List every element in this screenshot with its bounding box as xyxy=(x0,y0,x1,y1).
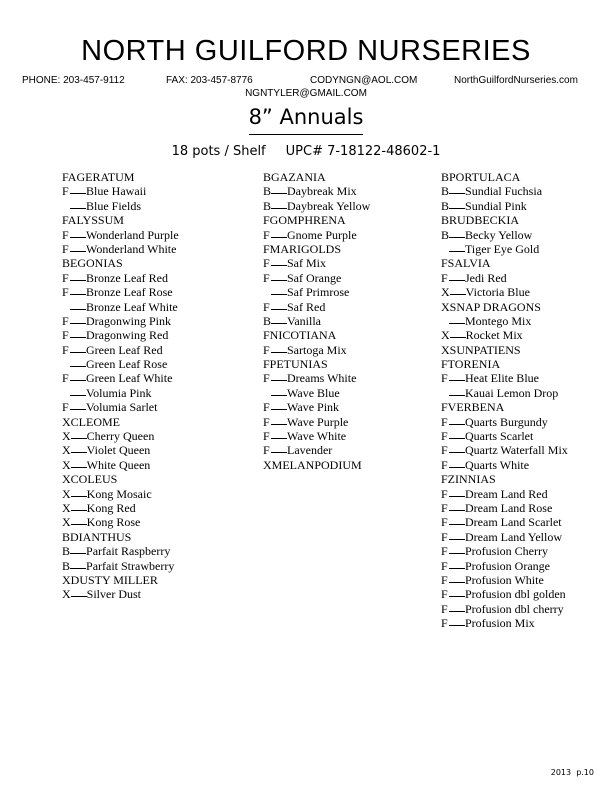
order-blank xyxy=(449,538,465,540)
category-heading: BPORTULACA xyxy=(441,170,521,184)
plant-variety-name: Dream Land Red xyxy=(465,486,548,501)
availability-code: X xyxy=(62,443,71,458)
availability-code: F xyxy=(62,227,69,242)
plant-item xyxy=(263,199,370,213)
availability-code: X xyxy=(62,486,71,501)
availability-code: F xyxy=(441,371,448,386)
plant-variety-name: Dreams White xyxy=(287,371,357,386)
nursery-title: NORTH GUILFORD NURSERIES xyxy=(81,35,531,67)
plant-variety-name: Sartoga Mix xyxy=(287,342,347,357)
order-blank xyxy=(271,437,287,439)
plant-variety-name: Profusion Orange xyxy=(465,558,550,573)
plant-variety-name: Dragonwing Red xyxy=(86,328,169,343)
category-heading: FMARIGOLDS xyxy=(263,241,342,256)
availability-code: F xyxy=(62,371,69,386)
availability-code: F xyxy=(441,414,448,429)
order-blank xyxy=(70,279,86,281)
plant-variety-name: Lavender xyxy=(287,443,333,458)
availability-code: F xyxy=(263,429,270,444)
plant-variety-name: Gnome Purple xyxy=(287,227,357,242)
plant-item xyxy=(62,242,179,256)
plant-variety-name: Kong Red xyxy=(86,500,136,515)
availability-code: F xyxy=(441,443,448,458)
availability-code: F xyxy=(263,400,270,415)
plant-item xyxy=(441,587,568,601)
order-blank xyxy=(449,236,465,238)
availability-code: X xyxy=(62,515,71,530)
plant-variety-name: Sundial Pink xyxy=(465,198,527,213)
plant-column-1 xyxy=(62,170,179,602)
order-blank xyxy=(70,322,86,324)
plant-variety-name: Becky Yellow xyxy=(465,227,533,242)
order-blank xyxy=(271,379,287,381)
plant-item xyxy=(62,487,179,501)
plant-item xyxy=(263,343,370,357)
plant-variety-name: Profusion dbl cherry xyxy=(465,601,564,616)
plant-variety-name: Blue Fields xyxy=(86,198,142,213)
plant-item xyxy=(441,559,568,573)
section-subheading xyxy=(0,144,612,160)
order-blank xyxy=(449,466,465,468)
order-blank xyxy=(70,192,86,194)
plant-variety-name: Cherry Queen xyxy=(86,429,155,444)
plant-variety-name: Wave Purple xyxy=(287,414,349,429)
plant-item xyxy=(62,314,179,328)
plant-variety-name: Kauai Lemon Drop xyxy=(465,385,559,400)
category-heading: FGOMPHRENA xyxy=(263,213,346,228)
plant-variety-name: Dragonwing Pink xyxy=(86,313,171,328)
order-blank xyxy=(271,192,287,194)
availability-code: F xyxy=(263,256,270,271)
plant-variety-name: Kong Rose xyxy=(86,515,141,530)
plant-item xyxy=(263,228,370,242)
order-blank xyxy=(70,336,86,338)
plant-variety-name: Wonderland White xyxy=(86,241,177,256)
plant-item xyxy=(62,443,179,457)
plant-item xyxy=(62,458,179,472)
plant-variety-name: Heat Elite Blue xyxy=(465,371,539,386)
category-heading: XCOLEUS xyxy=(62,472,118,487)
plant-item xyxy=(62,587,179,601)
phone-text: PHONE: 203-457-9112 xyxy=(22,75,125,86)
plant-item xyxy=(441,487,568,501)
order-blank xyxy=(449,379,465,381)
plant-item xyxy=(441,271,568,285)
plant-item xyxy=(441,573,568,587)
availability-code: F xyxy=(263,443,270,458)
plant-item xyxy=(62,559,179,573)
availability-code: X xyxy=(62,429,71,444)
plant-variety-name: Parfait Raspberry xyxy=(86,544,171,559)
availability-code: F xyxy=(62,241,69,256)
plant-item xyxy=(62,199,179,213)
order-blank xyxy=(271,351,287,353)
order-blank xyxy=(449,250,465,252)
plant-item xyxy=(263,429,370,443)
plant-item xyxy=(441,602,568,616)
availability-code: F xyxy=(263,227,270,242)
order-blank xyxy=(71,466,87,468)
order-blank xyxy=(71,595,87,597)
plant-item xyxy=(62,357,179,371)
order-blank xyxy=(449,279,465,281)
plant-variety-name: Parfait Strawberry xyxy=(86,558,175,573)
availability-code: B xyxy=(441,227,450,242)
order-blank xyxy=(70,250,86,252)
plant-item xyxy=(62,429,179,443)
order-blank xyxy=(271,264,287,266)
category-heading: FZINNIAS xyxy=(441,472,496,487)
order-blank xyxy=(271,408,287,410)
plant-item xyxy=(263,400,370,414)
plant-item xyxy=(62,184,179,198)
email-link-secondary[interactable]: NGNTYLER@GMAIL.COM xyxy=(245,88,367,99)
availability-code: F xyxy=(263,414,270,429)
plant-variety-name: Green Leaf Red xyxy=(86,342,163,357)
plant-variety-name: Profusion dbl golden xyxy=(465,587,566,602)
plant-variety-name: Green Leaf Rose xyxy=(86,357,168,372)
plant-item xyxy=(62,271,179,285)
availability-code: F xyxy=(62,285,69,300)
order-blank xyxy=(449,595,465,597)
plant-item xyxy=(263,271,370,285)
availability-code: B xyxy=(62,544,71,559)
plant-item xyxy=(441,199,568,213)
plant-item xyxy=(441,458,568,472)
plant-variety-name: Blue Hawaii xyxy=(86,184,147,199)
order-blank xyxy=(449,207,465,209)
category-heading: FVERBENA xyxy=(441,400,505,415)
availability-code: B xyxy=(441,184,450,199)
availability-code: F xyxy=(441,457,448,472)
plant-variety-name: Saf Mix xyxy=(287,256,326,271)
plant-variety-name: Green Leaf White xyxy=(86,371,173,386)
availability-code: F xyxy=(441,572,448,587)
plant-variety-name: Jedi Red xyxy=(465,270,507,285)
availability-code: F xyxy=(441,429,448,444)
availability-code: X xyxy=(441,285,450,300)
availability-code: X xyxy=(62,457,71,472)
plant-item xyxy=(441,314,568,328)
plant-variety-name: Vanilla xyxy=(287,313,322,328)
plant-variety-name: Saf Primrose xyxy=(287,285,350,300)
availability-code: B xyxy=(62,558,71,573)
category-heading: XMELANPODIUM xyxy=(263,457,362,472)
order-blank xyxy=(449,567,465,569)
availability-code: F xyxy=(263,342,270,357)
plant-item xyxy=(263,386,370,400)
plant-item xyxy=(62,328,179,342)
order-blank xyxy=(450,293,466,295)
plant-column-2 xyxy=(263,170,370,472)
order-blank xyxy=(449,523,465,525)
order-blank xyxy=(271,322,287,324)
availability-code: F xyxy=(441,616,448,631)
plant-item xyxy=(62,515,179,529)
order-blank xyxy=(70,207,86,209)
plant-item xyxy=(441,544,568,558)
page-number: p.10 xyxy=(576,768,594,777)
plant-item xyxy=(263,300,370,314)
order-blank xyxy=(70,365,86,367)
order-blank xyxy=(271,423,287,425)
category-heading: XSUNPATIENS xyxy=(441,342,521,357)
availability-code: F xyxy=(62,400,69,415)
page-footer xyxy=(551,768,594,777)
plant-variety-name: Montego Mix xyxy=(465,313,532,328)
order-blank xyxy=(70,394,86,396)
order-blank xyxy=(70,379,86,381)
plant-item xyxy=(263,285,370,299)
order-blank xyxy=(449,437,465,439)
category-heading: XCLEOME xyxy=(62,414,120,429)
fax-text: FAX: 203-457-8776 xyxy=(166,75,253,86)
category-heading: FTORENIA xyxy=(441,357,501,372)
plant-variety-name: Dream Land Scarlet xyxy=(465,515,562,530)
website-link[interactable]: NorthGuilfordNurseries.com xyxy=(454,75,578,86)
plant-item xyxy=(441,616,568,630)
availability-code: F xyxy=(62,342,69,357)
plant-variety-name: Wave Blue xyxy=(287,385,340,400)
plant-item xyxy=(441,184,568,198)
order-blank xyxy=(271,394,287,396)
plant-variety-name: Profusion Cherry xyxy=(465,544,548,559)
plant-variety-name: Daybreak Mix xyxy=(287,184,357,199)
order-blank xyxy=(449,192,465,194)
availability-code: B xyxy=(441,198,450,213)
availability-code: F xyxy=(441,515,448,530)
category-heading: BEGONIAS xyxy=(62,256,123,271)
order-blank xyxy=(271,207,287,209)
plant-item xyxy=(263,314,370,328)
plant-item xyxy=(441,443,568,457)
plant-item xyxy=(263,371,370,385)
availability-code: F xyxy=(263,299,270,314)
heading-underline xyxy=(249,134,363,135)
plant-variety-name: Volumia Pink xyxy=(86,385,152,400)
order-blank xyxy=(71,451,87,453)
plant-variety-name: Volumia Sarlet xyxy=(86,400,158,415)
order-blank xyxy=(271,293,287,295)
plant-variety-name: Quartz Waterfall Mix xyxy=(465,443,568,458)
order-blank xyxy=(449,451,465,453)
plant-item xyxy=(441,515,568,529)
plant-variety-name: Quarts Scarlet xyxy=(465,429,534,444)
plant-item xyxy=(62,343,179,357)
availability-code: F xyxy=(441,500,448,515)
plant-item xyxy=(263,256,370,270)
plant-variety-name: Quarts Burgundy xyxy=(465,414,548,429)
email-link[interactable]: CODYNGN@AOL.COM xyxy=(310,75,418,86)
plant-item xyxy=(62,228,179,242)
availability-code: X xyxy=(62,500,71,515)
availability-code: F xyxy=(441,270,448,285)
plant-variety-name: Profusion White xyxy=(465,572,544,587)
plant-item xyxy=(263,184,370,198)
plant-variety-name: White Queen xyxy=(86,457,151,472)
order-blank xyxy=(449,423,465,425)
availability-code: F xyxy=(441,486,448,501)
section-heading: 8” Annuals xyxy=(248,105,364,129)
plant-variety-name: Sundial Fuchsia xyxy=(465,184,543,199)
plant-item xyxy=(441,429,568,443)
order-blank xyxy=(449,495,465,497)
plant-variety-name: Profusion Mix xyxy=(465,616,535,631)
plant-variety-name: Silver Dust xyxy=(86,587,142,602)
order-blank xyxy=(271,308,287,310)
category-heading: BDIANTHUS xyxy=(62,529,132,544)
order-blank xyxy=(71,495,87,497)
order-blank xyxy=(71,437,87,439)
plant-item xyxy=(62,386,179,400)
plant-variety-name: Wonderland Purple xyxy=(86,227,179,242)
plant-variety-name: Victoria Blue xyxy=(465,285,530,300)
plant-variety-name: Dream Land Yellow xyxy=(465,529,562,544)
availability-code: F xyxy=(62,184,69,199)
order-blank xyxy=(449,581,465,583)
plant-item xyxy=(62,544,179,558)
plant-item xyxy=(441,501,568,515)
availability-code: F xyxy=(62,328,69,343)
order-blank xyxy=(70,236,86,238)
availability-code: F xyxy=(263,371,270,386)
plant-variety-name: Saf Orange xyxy=(287,270,342,285)
availability-code: X xyxy=(62,587,71,602)
plant-item xyxy=(441,228,568,242)
order-blank xyxy=(449,322,465,324)
availability-code: F xyxy=(263,270,270,285)
order-blank xyxy=(449,610,465,612)
order-blank xyxy=(70,308,86,310)
availability-code: B xyxy=(263,198,272,213)
order-blank xyxy=(449,624,465,626)
availability-code: F xyxy=(441,544,448,559)
availability-code: F xyxy=(441,601,448,616)
category-heading: BRUDBECKIA xyxy=(441,213,520,228)
availability-code: F xyxy=(62,313,69,328)
plant-item xyxy=(263,415,370,429)
plant-variety-name: Wave White xyxy=(287,429,347,444)
category-heading: FPETUNIAS xyxy=(263,357,328,372)
footer-year: 2013 xyxy=(550,768,572,777)
category-heading: FNICOTIANA xyxy=(263,328,337,343)
order-blank xyxy=(449,552,465,554)
plant-item xyxy=(62,400,179,414)
category-heading: XSNAP DRAGONS xyxy=(441,299,541,314)
availability-code: F xyxy=(441,529,448,544)
plant-variety-name: Daybreak Yellow xyxy=(287,198,371,213)
plant-column-3 xyxy=(441,170,568,631)
availability-code: X xyxy=(441,328,450,343)
availability-code: B xyxy=(263,313,272,328)
plant-item xyxy=(62,501,179,515)
availability-code: F xyxy=(441,587,448,602)
plant-variety-name: Wave Pink xyxy=(287,400,340,415)
plant-item xyxy=(441,242,568,256)
order-blank xyxy=(271,279,287,281)
order-blank xyxy=(271,236,287,238)
order-blank xyxy=(271,451,287,453)
plant-item xyxy=(441,328,568,342)
order-blank xyxy=(71,523,87,525)
order-blank xyxy=(449,509,465,511)
order-blank xyxy=(70,351,86,353)
plant-variety-name: Dream Land Rose xyxy=(465,500,553,515)
order-blank xyxy=(70,293,86,295)
order-blank xyxy=(70,408,86,410)
plant-item xyxy=(441,386,568,400)
plant-item xyxy=(62,285,179,299)
plant-item xyxy=(62,371,179,385)
plant-variety-name: Tiger Eye Gold xyxy=(465,241,540,256)
plant-item xyxy=(441,371,568,385)
plant-variety-name: Bronze Leaf White xyxy=(86,299,178,314)
plant-item xyxy=(441,530,568,544)
availability-code: F xyxy=(441,558,448,573)
order-blank xyxy=(450,336,466,338)
plant-variety-name: Saf Red xyxy=(287,299,326,314)
plant-variety-name: Rocket Mix xyxy=(465,328,523,343)
plant-item xyxy=(62,300,179,314)
order-blank xyxy=(71,509,87,511)
category-heading: FSALVIA xyxy=(441,256,491,271)
category-heading: XDUSTY MILLER xyxy=(62,572,158,587)
upc-code: UPC# 7-18122-48602-1 xyxy=(285,144,441,159)
pots-per-shelf: 18 pots / Shelf xyxy=(171,144,266,159)
plant-item xyxy=(441,285,568,299)
order-blank xyxy=(70,552,86,554)
plant-item xyxy=(441,415,568,429)
plant-variety-name: Violet Queen xyxy=(86,443,151,458)
plant-variety-name: Bronze Leaf Rose xyxy=(86,285,173,300)
plant-variety-name: Kong Mosaic xyxy=(86,486,152,501)
plant-variety-name: Bronze Leaf Red xyxy=(86,270,168,285)
plant-item xyxy=(263,443,370,457)
category-heading: BGAZANIA xyxy=(263,170,326,184)
category-heading: FALYSSUM xyxy=(62,213,124,228)
availability-code: F xyxy=(62,270,69,285)
category-heading: FAGERATUM xyxy=(62,170,135,184)
availability-code: B xyxy=(263,184,272,199)
order-blank xyxy=(70,567,86,569)
plant-variety-name: Quarts White xyxy=(465,457,530,472)
order-blank xyxy=(449,394,465,396)
